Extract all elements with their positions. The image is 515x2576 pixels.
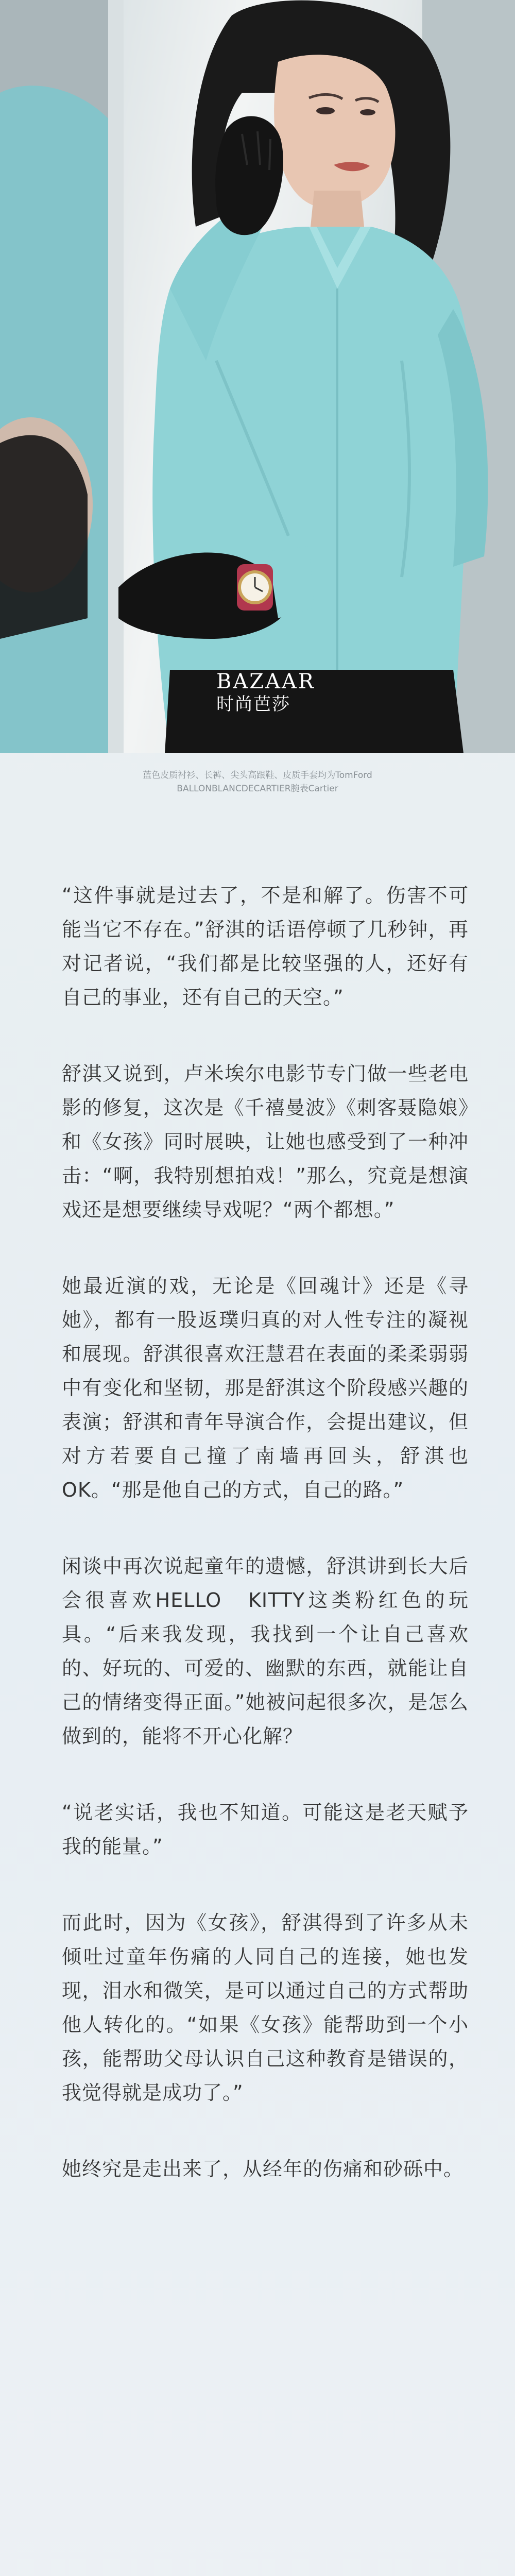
article-paragraph: 她最近演的戏，无论是《回魂计》还是《寻她》，都有一股返璞归真的对人性专注的凝视和展现。舒淇很喜欢汪慧君在表面的柔柔弱弱中有变化和坚韧，那是舒淇这个阶段感兴趣的表演；舒淇和青年导演合作，会提出建议，但对方若要自己撞了南墙再回头，舒淇也OK。“那是他自己的方式，自己的路。” bbox=[62, 1275, 469, 1501]
article-paragraph: 她终究是走出来了，从经年的伤痛和砂砾中。 bbox=[62, 2158, 464, 2180]
photo-caption bbox=[0, 769, 515, 795]
article-paragraph: “说老实话，我也不知道。可能这是老天赋予我的能量。” bbox=[62, 1801, 469, 1858]
article-body bbox=[62, 878, 469, 2228]
caption-line: BALLONBLANCDECARTIER腕表Cartier bbox=[177, 784, 338, 794]
mirror-frame bbox=[108, 0, 124, 753]
hero-photo bbox=[0, 0, 515, 753]
mirror-reflection bbox=[0, 86, 108, 753]
bazaar-logo bbox=[216, 670, 319, 715]
hero-illustration bbox=[0, 0, 515, 753]
caption-line: 蓝色皮质衬衫、长裤、尖头高跟鞋、皮质手套均为TomFord bbox=[143, 770, 372, 781]
glove-raised bbox=[215, 116, 283, 235]
article-paragraph: 而此时，因为《女孩》，舒淇得到了许多从未倾吐过童年伤痛的人同自己的连接，她也发现，泪水和微笑，是可以通过自己的方式帮助他人转化的。“如果《女孩》能帮助到一个小孩，能帮助父母认识自己这种教育是错误的，我觉得就是成功了。” bbox=[62, 1911, 469, 2104]
article-paragraph: “这件事就是过去了，不是和解了。伤害不可能当它不存在。”舒淇的话语停顿了几秒钟，再对记者说，“我们都是比较坚强的人，还好有自己的事业，还有自己的天空。” bbox=[62, 884, 469, 1009]
article-paragraph: 舒淇又说到，卢米埃尔电影节专门做一些老电影的修复，这次是《千禧曼波》《刺客聂隐娘》和《女孩》同时展映，让她也感受到了一种冲击：“啊，我特别想拍戏！”那么，究竟是想演戏还是想要继续导戏呢？“两个都想。” bbox=[62, 1062, 469, 1221]
eye-left bbox=[316, 107, 335, 114]
logo-chinese: 时尚芭莎 bbox=[216, 694, 290, 715]
logo-wordmark: BAZAAR bbox=[216, 670, 315, 693]
face bbox=[274, 55, 395, 209]
mirror-reflection-hair bbox=[0, 435, 88, 639]
eye-right bbox=[360, 109, 375, 115]
article-paragraph: 闲谈中再次说起童年的遗憾，舒淇讲到长大后会很喜欢HELLO KITTY这类粉红色的玩具。“后来我发现，我找到一个让自己喜欢的、好玩的、可爱的、幽默的东西，就能让自己的情绪变得正面。”她被问起很多次，是怎么做到的，能将不开心化解？ bbox=[62, 1555, 469, 1748]
